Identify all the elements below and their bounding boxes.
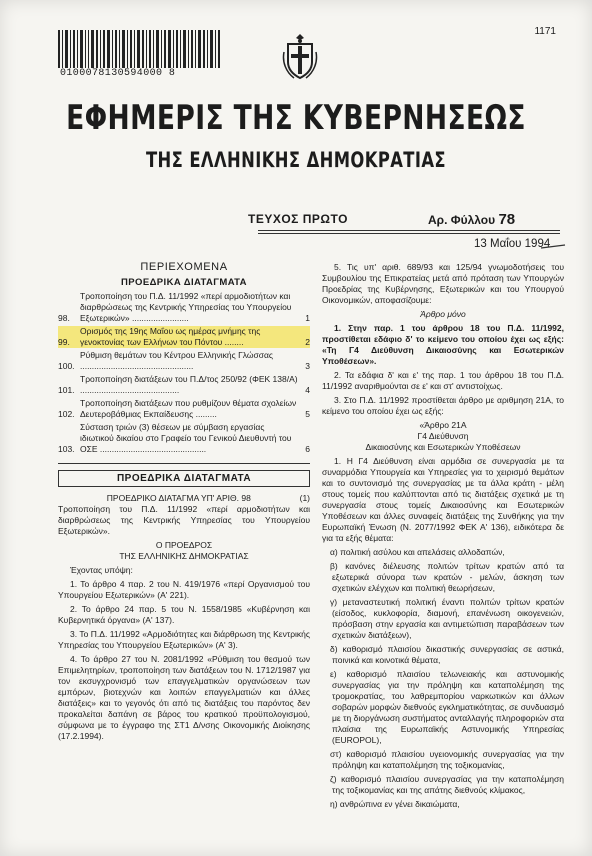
sheet-number-block [428, 211, 515, 228]
toc-item: 103. Σύσταση τριών (3) θέσεων με σύμβαση εργασίας ιδιωτικού δικαίου στο Γραφείο του Γενικού Διευθυντή του ΟΣΕ ............................................. 6 [58, 422, 310, 454]
decree-point: 2. Το άρθρο 24 παρ. 5 του Ν. 1558/1985 «Κυβέρνηση και Κυβερνητικά όργανα» (Α' 137). [58, 604, 310, 625]
barcode-icon [58, 30, 220, 68]
list-item: η) ανθρώπινα εν γένει δικαιώματα, [330, 799, 460, 809]
list-item: ε) καθορισμό πλαισίου τελωνειακής και αστυνομικής συνεργασίας για την πρόληψη και καταπολέμηση της τρομοκρατίας, του λαθρεμπορίου ναρκωτικών και άλλων σοβαρών μορφών διεθνούς εγκληματικότητας, σε συνδυασμό με τη διοργάνωση συστήματος ανταλλαγής πληροφοριών στα πλαίσια της Ευρωπαϊκής Αστυνομικής Υπηρεσίας (EUROPOL), [330, 669, 564, 745]
masthead-subtitle: ΤΗΣ ΕΛΛΗΝΙΚΗΣ ΔΗΜΟΚΡΑΤΙΑΣ [145, 148, 446, 172]
decrees-box-title: ΠΡΟΕΔΡΙΚΑ ΔΙΑΤΑΓΜΑΤΑ [58, 470, 310, 487]
decree-ref: (1) [299, 493, 310, 503]
article-subtitle-2: Δικαιοσύνης και Εσωτερικών Υποθέσεων [365, 442, 521, 452]
toc-item: 100. Ρύθμιση θεμάτων του Κέντρου Ελληνικής Γλώσσας ................................................ 3 [58, 350, 310, 371]
list-item: ζ) καθορισμό πλαισίου συνεργασίας για την καταπολέμηση της τοξικομανίας και της απάτης διεθνούς κλίμακος, [330, 774, 564, 795]
list-item: στ) καθορισμό πλαισίου υγειονομικής συνεργασίας για την πρόληψη και καταπολέμηση της τοξικομανίας, [330, 749, 564, 770]
section-divider [58, 463, 310, 464]
toc-item: 98. Τροποποίηση του Π.Δ. 11/1992 «περί αρμοδιοτήτων και διαρθρώσεως της Κεντρικής Υπηρεσίας του Υπουργείου Εξωτερικών» ........................ 1 [58, 291, 310, 323]
greek-coat-of-arms-icon [282, 32, 318, 80]
toc-item: 102. Τροποποίηση διατάξεων που ρυθμίζουν θέματα σχολείων Δευτεροβάθμιας Εκπαίδευσης ......... 5 [58, 398, 310, 419]
header-rule [258, 230, 560, 231]
paragraph-1: 1. Στην παρ. 1 του άρθρου 18 του Π.Δ. 11/1992, προστίθεται εδάφιο δ' το κείμενο του οποίου έχει ως εξής: «Τη Γ4 Διεύθυνση Δικαιοσύνης και Εσωτερικών Υποθέσεων». [322, 323, 564, 366]
handwritten-correction-mark [540, 240, 566, 252]
toc-item: 101. Τροποποίηση διατάξεων του Π.Δ/τος 250/92 (ΦΕΚ 138/Α) .......................................... 4 [58, 374, 310, 395]
sheet-number: 78 [498, 211, 516, 228]
decree-number: ΠΡΟΕΔΡΙΚΟ ΔΙΑΤΑΓΜΑ ΥΠ' ΑΡΙΘ. 98 [106, 493, 251, 503]
barcode-number: 0100078130594000 8 [60, 68, 176, 79]
decree-summary: Τροποποίηση του Π.Δ. 11/1992 «περί αρμοδιοτήτων και διαρθρώσεως της Κεντρικής Υπηρεσίας του Υπουργείου Εξωτερικών». [58, 504, 310, 536]
decree-point: 1. Το άρθρο 4 παρ. 2 του Ν. 419/1976 «περί Οργανισμού του Υπουργείου Εξωτερικών» (Α' 221). [58, 579, 310, 600]
decree-point: 4. Το άρθρο 27 του Ν. 2081/1992 «Ρύθμιση του θεσμού των Επιμελητηρίων, τροποποίηση των διατάξεων του Ν. 1712/1987 για τον εκσυγχρονισμό των επαγγελματικών οργανώσεων των εμπόρων, βιοτεχνών και λοιπών επαγγελματιών και άλλες διατάξεις» και το γεγονός ότι από τις διατάξεις του παρόντος δεν προκαλείται δαπάνη σε βάρος του κρατικού προϋπολογισμού, σύμφωνα με το έγγραφο της ΣΤ1 Δ/νσης Οικονομικής Διοίκησης (17.2.1994). [58, 654, 310, 741]
decree-point: 3. Το Π.Δ. 11/1992 «Αρμοδιότητες και διάρθρωση της Κεντρικής Υπηρεσίας του Υπουργείου Εξωτερικών» (Α' 3). [58, 629, 310, 650]
toc-item-highlighted: 99. Ορισμός της 19ης Μαΐου ως ημέρας μνήμης της γενοκτονίας των Ελλήνων του Πόντου ........ 2 [58, 326, 310, 347]
masthead-title: ΕΦΗΜΕΡΙΣ ΤΗΣ ΚΥΒΕΡΝΗΣΕΩΣ [66, 98, 526, 138]
decree-heading [58, 493, 310, 504]
issue-title: ΤΕΥΧΟΣ ΠΡΩΤΟ [248, 212, 348, 226]
president-title: Ο ΠΡΟΕΔΡΟΣ [155, 540, 213, 550]
intro-paragraph: 5. Τις υπ' αριθ. 689/93 και 125/94 γνωμοδοτήσεις του Συμβουλίου της Επικρατείας μετά από πρόταση των Υπουργών Προεδρίας της Κυβέρνησης, Εξωτερικών και του Υπουργού Οικονομικών, αποφασίζουμε: [322, 262, 564, 305]
page-number: 1171 [534, 26, 556, 37]
contents-title: ΠΕΡΙΕΧΟΜΕΝΑ [140, 261, 228, 273]
list-item: δ) καθορισμό πλαισίου δικαστικής συνεργασίας σε αστικά, ποινικά και κοινοτικά θέματα, [330, 644, 564, 665]
paragraph-2: 2. Τα εδάφια δ' και ε' της παρ. 1 του άρθρου 18 του Π.Δ. 11/1992 αναριθμούνται σε ε' και στ' αντιστοίχως. [322, 370, 564, 391]
list-item: β) κανόνες διέλευσης πολιτών τρίτων κρατών από τα εξωτερικά σύνορα των κρατών - μελών, άσκηση των σχετικών ελέγχων και πολιτική θεωρήσεων, [330, 561, 564, 593]
issue-date: 13 Μαΐου 1994 [474, 238, 551, 250]
article-only-heading: Άρθρο μόνο [420, 309, 466, 319]
article-subtitle-1: Γ4 Διεύθυνση [417, 431, 469, 441]
left-column [58, 262, 310, 745]
sheet-label: Αρ. Φύλλου [428, 213, 496, 227]
right-column [322, 262, 564, 813]
paragraph-3: 3. Στο Π.Δ. 11/1992 προστίθεται άρθρο με αριθμηση 21Α, το κείμενο του οποίου έχει ως εξής: [322, 395, 564, 416]
president-subtitle: ΤΗΣ ΕΛΛΗΝΙΚΗΣ ΔΗΜΟΚΡΑΤΙΑΣ [119, 551, 249, 561]
contents-subtitle: ΠΡΟΕΔΡΙΚΑ ΔΙΑΤΑΓΜΑΤΑ [121, 277, 247, 288]
list-item: γ) μεταναστευτική πολιτική έναντι πολιτών τρίτων κρατών (είσοδος, κυκλοφορία, διαμονή, επανένωση οικογενειών, πρόσβαση στην εργασία και αντιμετώπιση παραβάσεων των σχετικών διατάξεων), [330, 597, 564, 640]
article-title: «Άρθρο 21Α [419, 420, 467, 430]
header-rule-2 [258, 233, 560, 234]
list-item: α) πολιτική ασύλου και απελάσεις αλλοδαπών, [330, 547, 505, 557]
article-body: 1. Η Γ4 Διεύθυνση είναι αρμόδια σε συνεργασία με τα συναρμόδια Υπουργεία και Υπηρεσίες για το χειρισμό θεμάτων και το συντονισμό της συνεργασίας με τα άλλα κράτη - μέλη στους τομείς που καλύπτονται από τις διατάξεις σχετικά με τη συνεργασία στους τομείς Δικαιοσύνης και Εσωτερικών Υποθέσεων και άλλες συναφείς διατάξεις της Συνθήκης για την Ευρωπαϊκή Ένωση (Ν. 2077/1992 ΦΕΚ Α' 136), ειδικότερα δε για τα εξής θέματα: [322, 456, 564, 543]
considering-label: Έχοντας υπόψη: [70, 565, 133, 575]
